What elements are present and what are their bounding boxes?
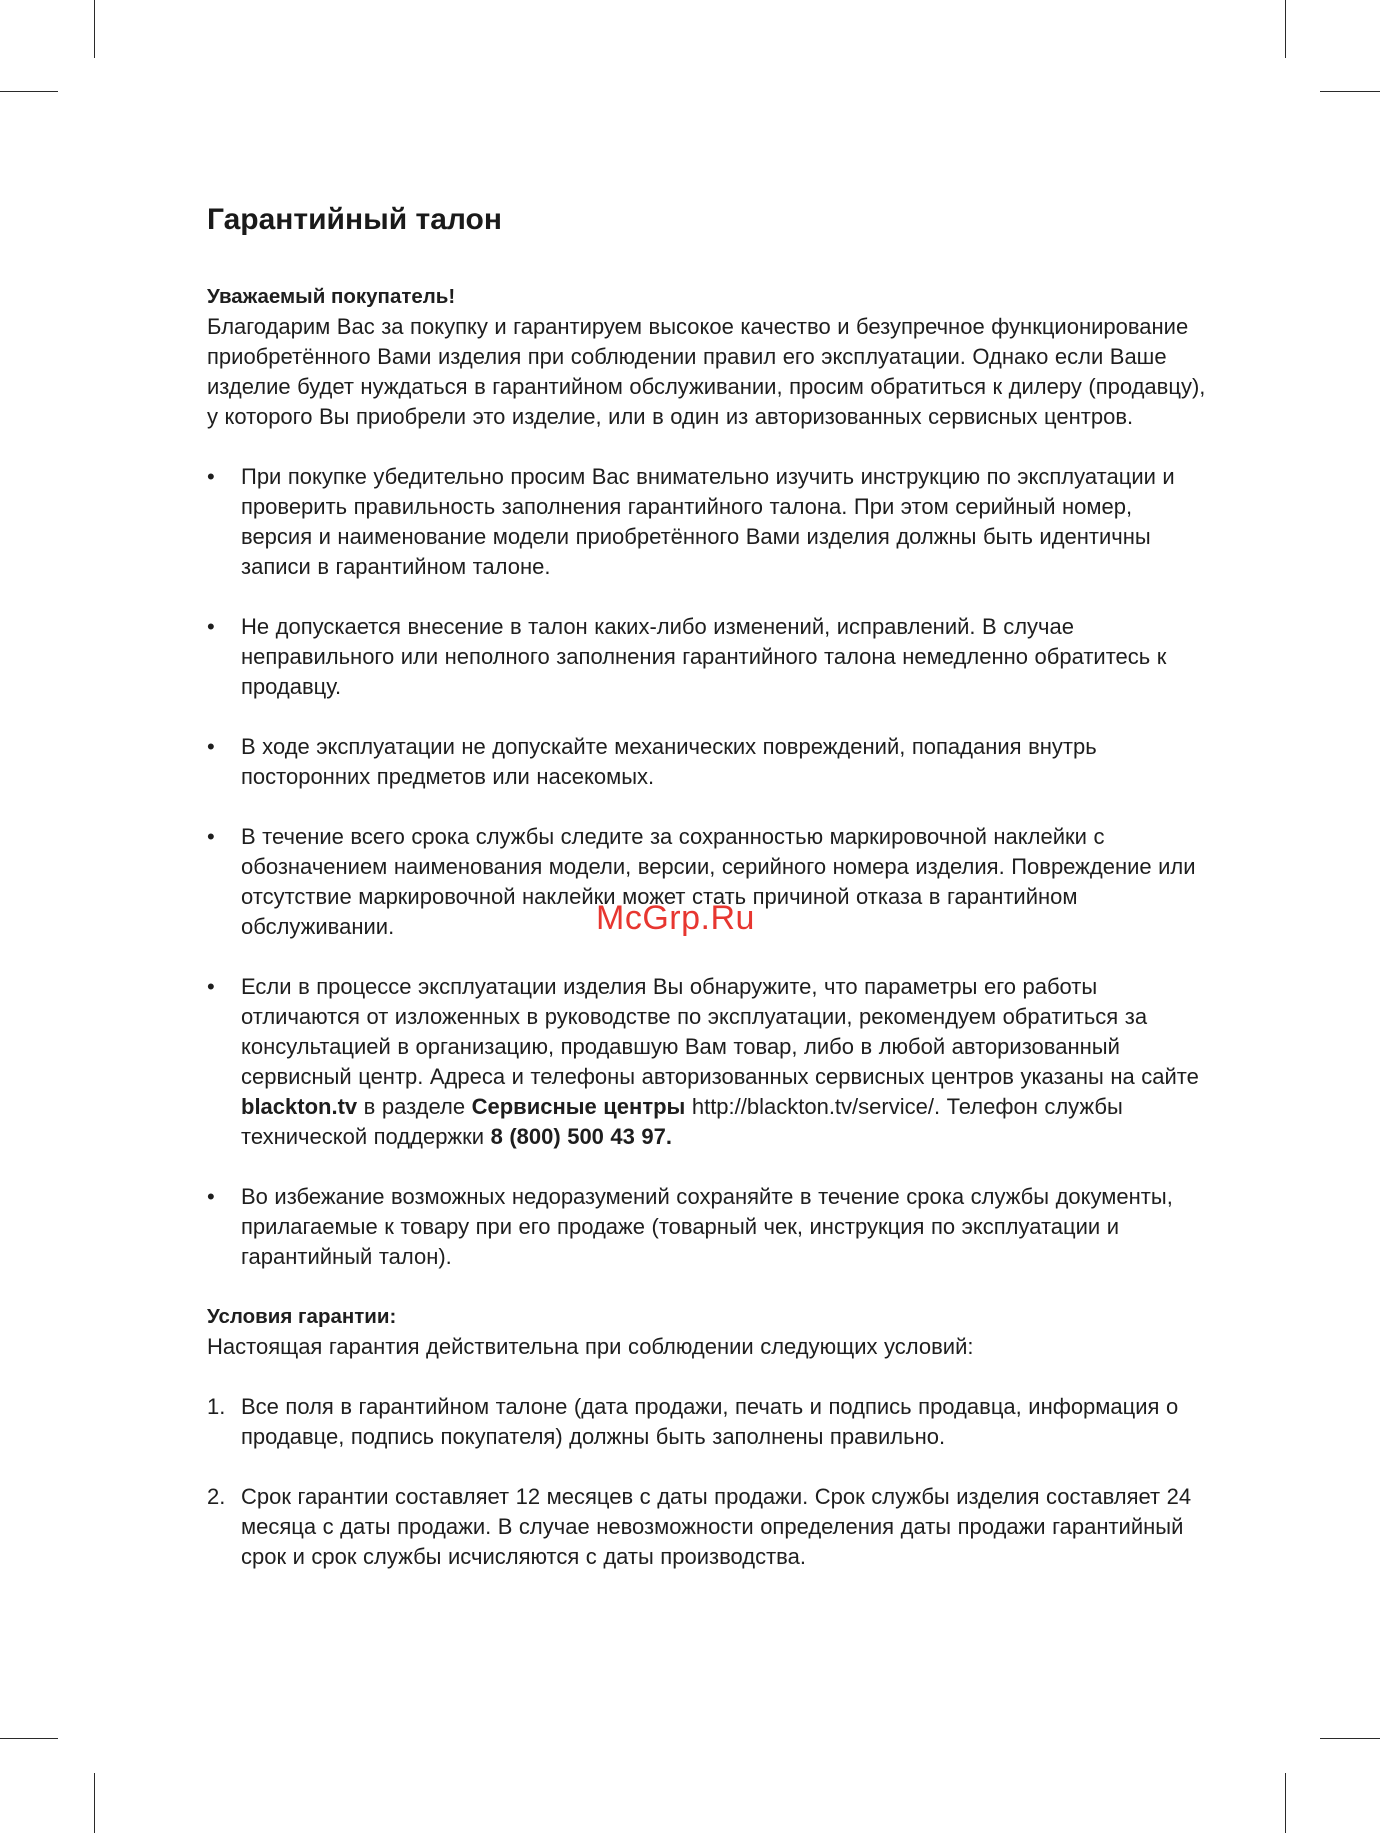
service-url: http://blackton.tv/service/. Телефон службы технической поддержки xyxy=(241,1094,1123,1149)
list-item-text: Во избежание возможных недоразумений сохраняйте в течение срока службы документы, прилагаемые к товару при его продаже (товарный чек, инструкция по эксплуатации и гарантийный талон). xyxy=(241,1184,1173,1269)
condition-text: Все поля в гарантийном талоне (дата продажи, печать и подпись продавца, информация о продавце, подпись покупателя) должны быть заполнены правильно. xyxy=(241,1394,1179,1449)
condition-number: 1. xyxy=(207,1394,226,1419)
list-item-text: В ходе эксплуатации не допускайте механических повреждений, попадания внутрь посторонних предметов или насекомых. xyxy=(241,734,1097,789)
website-link[interactable]: blackton.tv xyxy=(241,1094,358,1119)
intro-paragraph: Благодарим Вас за покупку и гарантируем высокое качество и безупречное функционирование приобретённого Вами изделия при соблюдении правил его эксплуатации. Однако если Ваше изделие будет нуждаться в гарантийном обслуживании, просим обратиться к дилеру (продавцу), у которого Вы приобрели это изделие, или в один из авторизованных сервисных центров. xyxy=(207,314,1206,429)
list-item-text xyxy=(241,974,1199,1149)
condition-number: 2. xyxy=(207,1484,226,1509)
list-item-text-part: в разделе xyxy=(357,1094,472,1119)
service-centers-section: Сервисные центры xyxy=(471,1094,686,1119)
condition-item xyxy=(207,1392,1207,1452)
list-item-text: В течение всего срока службы следите за сохранностью маркировочной наклейки с обозначением наименования модели, версии, серийного номера изделия. Повреждение или отсутствие маркировочной наклейки может стать причиной отказа в гарантийном обслуживании. xyxy=(241,824,1196,939)
bullet-marker: • xyxy=(207,734,215,759)
crop-mark-bottom-right-horizontal xyxy=(1320,1738,1380,1739)
list-item xyxy=(207,462,1207,582)
conditions-heading: Условия гарантии: xyxy=(207,1305,397,1328)
page-title: Гарантийный талон xyxy=(207,203,503,236)
crop-mark-bottom-left-vertical xyxy=(94,1773,95,1833)
bullet-marker: • xyxy=(207,1184,215,1209)
crop-mark-top-right-vertical xyxy=(1285,0,1286,58)
list-item xyxy=(207,612,1207,702)
bullet-marker: • xyxy=(207,464,215,489)
list-item-text: При покупке убедительно просим Вас внимательно изучить инструкцию по эксплуатации и проверить правильность заполнения гарантийного талона. При этом серийный номер, версия и наименование модели приобретённого Вами изделия должны быть идентичны записи в гарантийном талоне. xyxy=(241,464,1175,579)
list-item-text: Не допускается внесение в талон каких-либо изменений, исправлений. В случае неправильного или неполного заполнения гарантийного талона немедленно обратитесь к продавцу. xyxy=(241,614,1167,699)
support-phone: 8 (800) 500 43 97. xyxy=(490,1124,672,1149)
list-item-text-part: Если в процессе эксплуатации изделия Вы обнаружите, что параметры его работы отличаются от изложенных в руководстве по эксплуатации, рекомендуем обратиться за консультацией в организацию, продавшую Вам товар, либо в любой авторизованный сервисный центр. Адреса и телефоны авторизованных сервисных центров указаны на сайте xyxy=(241,974,1199,1089)
conditions-intro: Настоящая гарантия действительна при соблюдении следующих условий: xyxy=(207,1334,974,1359)
recommendations-list xyxy=(207,462,1207,1272)
list-item xyxy=(207,732,1207,792)
conditions-list xyxy=(207,1392,1207,1572)
crop-mark-top-left-vertical xyxy=(94,0,95,58)
crop-mark-bottom-right-vertical xyxy=(1285,1773,1286,1833)
crop-mark-top-left-horizontal xyxy=(0,91,58,92)
crop-mark-bottom-left-horizontal xyxy=(0,1738,58,1739)
list-item xyxy=(207,972,1207,1152)
list-item xyxy=(207,1182,1207,1272)
condition-item xyxy=(207,1482,1207,1572)
condition-text: Срок гарантии составляет 12 месяцев с даты продажи. Срок службы изделия составляет 24 месяца с даты продажи. В случае невозможности определения даты продажи гарантийный срок и срок службы исчисляются с даты производства. xyxy=(241,1484,1192,1569)
crop-mark-top-right-horizontal xyxy=(1320,91,1380,92)
bullet-marker: • xyxy=(207,824,215,849)
greeting-heading: Уважаемый покупатель! xyxy=(207,285,456,308)
bullet-marker: • xyxy=(207,974,215,999)
bullet-marker: • xyxy=(207,614,215,639)
watermark: McGrp.Ru xyxy=(596,899,755,937)
